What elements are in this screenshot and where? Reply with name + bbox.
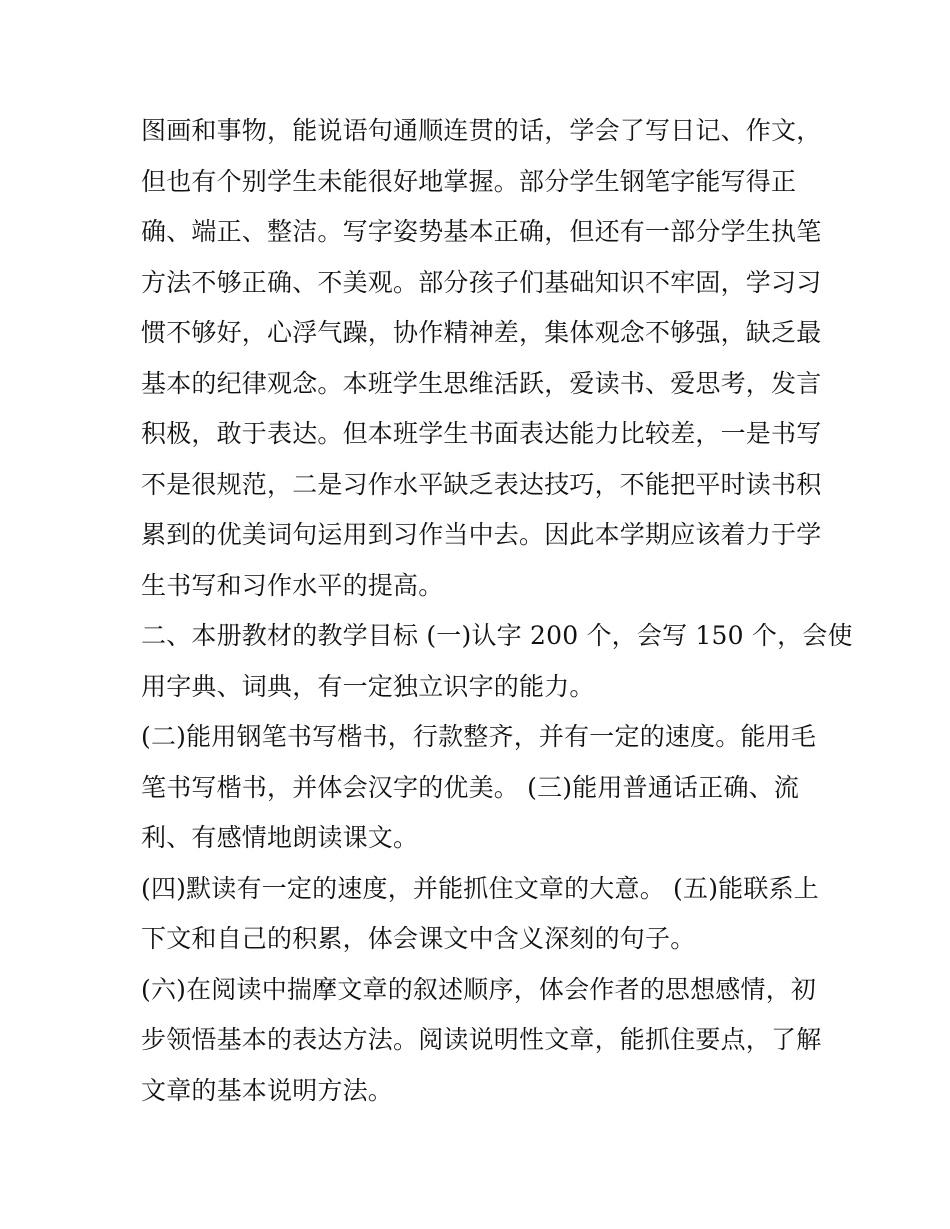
text-line: 方法不够正确、不美观。部分孩子们基础知识不牢固，学习习 (141, 267, 822, 297)
text-line: 确、端正、整洁。写字姿势基本正确，但还有一部分学生执笔 (141, 217, 822, 246)
text-line: (六)在阅读中揣摩文章的叙述顺序，体会作者的思想感情，初 (141, 974, 817, 1004)
text-line: 用字典、词典，有一定独立识字的能力。 (141, 671, 595, 701)
text-line: 二、本册教材的教学目标 (一)认字 200 个，会写 150 个，会使 (141, 621, 853, 650)
text-line: 累到的优美词句运用到习作当中去。因此本学期应该着力于学 (141, 520, 822, 549)
text-line: 步领悟基本的表达方法。阅读说明性文章，能抓住要点，了解 (141, 1025, 822, 1054)
text-line: 基本的纪律观念。本班学生思维活跃，爱读书、爱思考，发言 (141, 368, 822, 398)
text-line: 生书写和习作水平的提高。 (141, 570, 444, 600)
text-line: 文章的基本说明方法。 (141, 1075, 394, 1105)
body-text (141, 106, 853, 1116)
text-line: 笔书写楷书，并体会汉字的优美。 (三)能用普通话正确、流 (141, 772, 800, 802)
text-line: 惯不够好，心浮气躁，协作精神差，集体观念不够强，缺乏最 (141, 318, 822, 347)
text-line: 积极，敢于表达。但本班学生书面表达能力比较差，一是书写 (141, 419, 822, 448)
text-line: 利、有感情地朗读课文。 (141, 823, 419, 852)
text-line: 图画和事物，能说语句通顺连贯的话，学会了写日记、作文， (141, 116, 822, 145)
text-line: (二)能用钢笔书写楷书，行款整齐，并有一定的速度。能用毛 (141, 722, 817, 751)
text-line: 下文和自己的积累，体会课文中含义深刻的句子。 (141, 924, 696, 953)
text-line: 不是很规范，二是习作水平缺乏表达技巧，不能把平时读书积 (141, 469, 822, 499)
text-line: (四)默读有一定的速度，并能抓住文章的大意。 (五)能联系上 (141, 873, 819, 903)
text-line: 但也有个别学生未能很好地掌握。部分学生钢笔字能写得正 (141, 166, 797, 196)
